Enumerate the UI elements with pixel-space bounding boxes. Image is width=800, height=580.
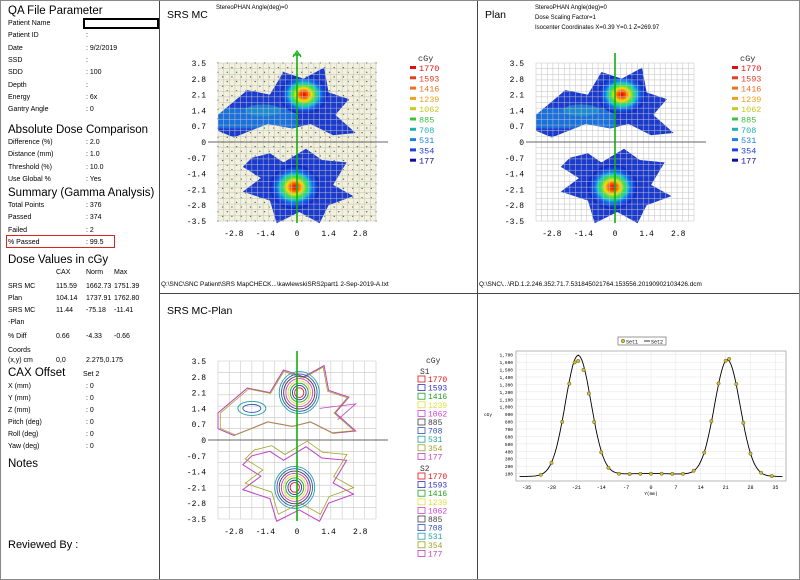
passed-highlight [6, 235, 115, 248]
dose-values-cell: 104.14 [56, 295, 78, 302]
dose-values-col-header: Norm [86, 269, 104, 276]
y-tick-label: 2.8 [509, 75, 524, 85]
plan-info-scaling: Dose Scaling Factor=1 [535, 15, 596, 21]
profile-y-tick: 700 [504, 428, 513, 433]
profile-y-tick: 1,600 [499, 361, 513, 367]
legend-value: 531 [741, 136, 757, 147]
profile-set1-point [710, 419, 713, 422]
legend-swatch [732, 148, 738, 151]
profile-x-tick: 0 [649, 485, 653, 491]
y-tick-label: 1.4 [191, 405, 206, 415]
legend-value: 1593 [428, 481, 448, 491]
qa-label: Date [8, 44, 23, 52]
profile-x-tick: -21 [571, 485, 581, 491]
profile-set1-point [592, 420, 595, 423]
summary-label: Failed [8, 226, 28, 234]
legend-swatch [418, 385, 425, 391]
notes-label: Notes [8, 458, 39, 470]
y-tick-label: 2.1 [191, 389, 206, 399]
x-tick-label: -1.4 [573, 230, 594, 239]
absdose-label: Use Global % [8, 175, 51, 183]
profile-set1-point [573, 361, 576, 364]
dose-profile-chart [478, 331, 798, 506]
qa-label: Patient ID [8, 32, 39, 40]
summary-value: : 374 [86, 214, 102, 222]
legend-value: 1416 [419, 84, 440, 95]
profile-set1-point [607, 466, 610, 469]
summary-value: : 2 [86, 226, 94, 234]
legend-swatch [410, 118, 416, 121]
cax-value: : 0 [86, 407, 94, 414]
legend-swatch [410, 148, 416, 151]
legend-unit: cGy [418, 54, 434, 64]
legend-swatch [418, 410, 425, 416]
qa-label: Energy [8, 93, 31, 101]
qa-value: : [86, 56, 88, 64]
legend-swatch [732, 118, 738, 121]
y-tick-label: -2.8 [186, 202, 206, 212]
legend-value: 1770 [428, 473, 448, 482]
x-tick-label: 0 [612, 230, 618, 239]
legend-swatch [418, 482, 425, 488]
y-tick-label: 0.7 [509, 123, 524, 133]
profile-y-tick: 800 [504, 420, 513, 426]
x-tick-label: -1.4 [255, 528, 276, 537]
legend-value: 708 [428, 427, 443, 437]
profile-set1-point [660, 472, 663, 475]
legend-swatch [410, 138, 416, 141]
legend-swatch [732, 87, 738, 90]
legend-value: 1593 [419, 74, 440, 85]
legend-value: 708 [741, 125, 757, 136]
dose-values-col-header: Max [114, 269, 128, 276]
profile-set1-point [692, 469, 695, 472]
legend-value: 354 [428, 444, 443, 454]
legend-value: 1239 [428, 498, 448, 508]
dose-values-cell: -Plan [8, 319, 25, 326]
profile-set1-point [681, 472, 684, 475]
y-tick-label: -2.1 [186, 484, 206, 494]
dose-values-cell: -75.18 [86, 307, 106, 314]
absdose-value: : 10.0 [86, 163, 104, 171]
profile-set1-point [770, 474, 773, 477]
legend-value: 1239 [741, 94, 762, 105]
y-tick-label: -2.1 [504, 186, 524, 196]
legend-value: 1416 [428, 393, 448, 403]
x-tick-label: 2.8 [670, 230, 686, 239]
legend-value: 885 [428, 516, 443, 525]
qa-value: : [86, 81, 88, 89]
legend-swatch [410, 107, 416, 110]
profile-y-tick: 1,500 [499, 368, 513, 374]
legend-value: 1770 [419, 64, 440, 74]
profile-set1-point [560, 420, 563, 423]
absdose-value: : 1.0 [86, 151, 100, 159]
profile-set1-point [628, 472, 631, 475]
profile-x-tick: -28 [547, 485, 557, 491]
y-tick-label: 1.4 [509, 107, 524, 117]
cax-label: Pitch (deg) [8, 419, 42, 426]
plan-info-angle: StereoPHAN Angle(deg)=0 [535, 5, 607, 11]
profile-x-tick: 7 [674, 485, 678, 491]
legend-value: 708 [419, 125, 435, 136]
legend-set-label: S1 [420, 368, 430, 377]
qa-value: : 9/2/2019 [86, 44, 118, 52]
legend-unit: cGy [740, 54, 756, 64]
dose-values-title: Dose Values in cGy [8, 254, 109, 266]
y-tick-label: -0.7 [186, 154, 206, 164]
legend-value: 531 [428, 533, 443, 543]
y-tick-label: -1.4 [186, 468, 206, 478]
profile-x-tick: 21 [722, 485, 729, 491]
profile-set1-point [727, 357, 730, 360]
x-tick-label: -2.8 [224, 230, 244, 239]
legend-swatch [732, 128, 738, 131]
cax-value: : 0 [86, 443, 94, 450]
cax-value: : 0 [86, 383, 94, 390]
x-tick-label: 0 [294, 230, 300, 239]
qa-label: Depth [8, 81, 27, 89]
legend-swatch [732, 76, 738, 79]
cax-title: CAX Offset [8, 367, 66, 379]
cax-label: Yaw (deg) [8, 443, 40, 450]
summary-value: : 99.5 [86, 238, 104, 246]
legend-value: 1062 [741, 105, 762, 116]
profile-set1-point [742, 421, 745, 424]
srs-mc-info: StereoPHAN Angle(deg)=0 [216, 5, 288, 11]
y-tick-label: 2.1 [191, 91, 206, 101]
absdose-label: Distance (mm) [8, 151, 54, 159]
summary-title: Summary (Gamma Analysis) [8, 187, 155, 199]
isodose-comparison-map [160, 319, 477, 574]
cax-value: : 0 [86, 431, 94, 438]
y-tick-label: -2.8 [186, 500, 206, 510]
dose-values-cell: Coords [8, 347, 31, 354]
profile-y-tick: 1,400 [499, 376, 513, 381]
reviewed-label: Reviewed By : [8, 539, 79, 551]
legend-value: 354 [419, 146, 435, 157]
profile-set1-point [724, 359, 727, 362]
legend-swatch [418, 499, 425, 505]
qa-value: : 6x [86, 93, 98, 101]
legend-value: 177 [428, 550, 443, 560]
legend-swatch [732, 97, 738, 100]
y-tick-label: -2.1 [186, 186, 206, 196]
absdose-value: : Yes [86, 175, 102, 183]
profile-set1-point [759, 471, 762, 474]
x-tick-label: -1.4 [255, 230, 276, 239]
dose-values-cell: (x,y) cm [8, 357, 33, 364]
legend-swatch [418, 428, 425, 434]
legend-swatch [410, 87, 416, 90]
y-tick-label: 0.7 [191, 421, 206, 431]
summary-label: Passed [8, 214, 32, 222]
profile-x-tick: -35 [522, 485, 532, 491]
x-tick-label: 1.4 [321, 230, 336, 239]
srs-mc-dose-map [160, 21, 477, 276]
cax-value: : 0 [86, 419, 94, 426]
patient-name-redaction [83, 18, 159, 29]
legend-value: 885 [428, 419, 443, 428]
legend-swatch [410, 66, 416, 69]
profile-set1-point [539, 473, 542, 476]
y-tick-label: -1.4 [504, 170, 524, 180]
row-divider [159, 293, 799, 294]
qa-value: : [86, 32, 88, 40]
y-tick-label: 0 [201, 139, 206, 148]
y-tick-label: -0.7 [504, 154, 524, 164]
x-tick-label: 2.8 [352, 230, 368, 239]
cax-label: X (mm) [8, 383, 31, 390]
absdose-title: Absolute Dose Comparison [8, 124, 148, 136]
y-tick-label: 0 [201, 437, 206, 446]
legend-value: 885 [419, 115, 435, 126]
legend-value: 1416 [428, 490, 448, 500]
y-tick-label: 1.4 [191, 107, 206, 117]
y-tick-label: -1.4 [186, 170, 206, 180]
profile-y-tick: 900 [504, 413, 513, 419]
legend-value: 1416 [741, 84, 762, 95]
legend-value: 1062 [419, 105, 440, 116]
profile-set1-point [600, 451, 603, 454]
dose-values-cell: 0,0 [56, 357, 66, 364]
x-tick-label: 0 [294, 528, 300, 537]
profile-set1-point [617, 472, 620, 475]
dose-values-cell: 11.44 [56, 307, 73, 314]
legend-swatch [732, 107, 738, 110]
profile-y-tick: 100 [504, 472, 513, 478]
legend-swatch [410, 159, 416, 162]
dose-values-cell: 1737.91 [86, 295, 112, 302]
dose-values-cell: 2.275,0.175 [86, 357, 123, 364]
profile-x-tick: 28 [747, 485, 754, 491]
cax-set: Set 2 [83, 371, 100, 378]
legend-value: 1770 [741, 64, 762, 74]
profile-set1-point [717, 382, 720, 385]
dose-values-cell: -0.66 [114, 333, 130, 340]
dose-values-cell: 1751.39 [114, 283, 140, 290]
cax-value: : 0 [86, 395, 94, 402]
legend-value: 531 [419, 136, 435, 147]
legend-value: 354 [741, 146, 757, 157]
summary-value: : 376 [86, 202, 102, 209]
profile-y-tick: 500 [504, 442, 513, 448]
plan-dose-map [478, 21, 798, 276]
profile-x-label: Y(mm) [644, 492, 658, 497]
legend-swatch [418, 419, 425, 425]
dose-values-cell: SRS MC [8, 283, 36, 290]
y-tick-label: 2.8 [191, 373, 206, 383]
profile-x-tick: -14 [596, 485, 606, 491]
dose-values-cell: -11.41 [114, 307, 134, 314]
y-tick-label: 0.7 [191, 123, 206, 133]
profile-x-tick: -7 [623, 485, 630, 491]
dose-values-cell: SRS MC [8, 307, 36, 314]
plan-info-isocenter: Isocenter Coordinates X=0.39 Y=0.1 Z=269.97 [535, 25, 660, 31]
y-tick-label: 3.5 [191, 60, 206, 69]
qa-title: QA File Parameter [8, 5, 103, 17]
profile-y-tick: 600 [504, 435, 513, 441]
profile-set1-point [550, 461, 553, 464]
legend-swatch [418, 393, 425, 399]
legend-set-label: S2 [420, 465, 430, 474]
profile-set1-point [703, 451, 706, 454]
dose-values-cell: 115.59 [56, 283, 77, 290]
profile-set1-point [639, 472, 642, 475]
legend-value: 1062 [428, 507, 448, 517]
legend-value: 885 [741, 115, 757, 126]
legend-value: 177 [741, 156, 757, 167]
profile-set1-point [587, 392, 590, 395]
legend-unit: cGy [426, 357, 441, 366]
plan-title: Plan [485, 9, 507, 21]
profile-set1-point [671, 472, 674, 475]
legend-swatch [418, 436, 425, 442]
y-tick-label: 0 [519, 139, 524, 148]
dose-values-cell: 1662.73 [86, 283, 112, 290]
profile-y-tick: 1,000 [499, 405, 513, 411]
cax-label: Y (mm) [8, 395, 31, 402]
profile-y-tick: 1,300 [499, 383, 513, 389]
x-tick-label: 1.4 [321, 528, 336, 537]
profile-set1-point [749, 452, 752, 455]
legend-value: 708 [428, 524, 443, 534]
profile-y-tick: 1,700 [499, 353, 513, 359]
cax-label: Z (mm) [8, 407, 31, 414]
dose-values-cell: 0.66 [56, 333, 70, 340]
legend-swatch [418, 516, 425, 522]
legend-set1-label: Set1 [626, 339, 639, 346]
x-tick-label: -2.8 [542, 230, 562, 239]
profile-x-tick: 14 [697, 485, 704, 491]
legend-set2-label: Set2 [651, 339, 664, 346]
x-tick-label: 2.8 [352, 528, 368, 537]
absdose-value: : 2.0 [86, 139, 100, 146]
legend-swatch [418, 445, 425, 451]
legend-swatch [410, 97, 416, 100]
legend-swatch [732, 138, 738, 141]
profile-set1-point [576, 359, 579, 362]
profile-set1-point [649, 472, 652, 475]
legend-value: 1239 [419, 94, 440, 105]
legend-marker-set1 [621, 339, 625, 343]
absdose-label: Difference (%) [8, 139, 53, 146]
legend-swatch [418, 453, 425, 459]
summary-label: Total Points [8, 202, 45, 209]
srs-mc-file-path: Q:\SNC\SNC Patient\SRS MapCHECK...\kawlewskiSRS2part1 2-Sep-2019-A.txt [161, 281, 389, 288]
legend-swatch [410, 128, 416, 131]
srs-mc-title: SRS MC [167, 9, 208, 21]
profile-set1-point [582, 368, 585, 371]
legend-swatch [418, 525, 425, 531]
dose-values-cell: -4.33 [86, 333, 102, 340]
qa-value: : 0 [86, 106, 94, 114]
plan-file-path: Q:\SNC\...\RD.1.2.246.352.71.7.531845021764.153556.20190902103426.dcm [479, 281, 702, 288]
dose-values-cell: 1762.80 [114, 295, 140, 302]
legend-value: 1239 [428, 401, 448, 411]
dose-values-cell: Plan [8, 295, 23, 302]
y-tick-label: -3.5 [186, 516, 206, 525]
qa-value: : 100 [86, 69, 102, 77]
legend-swatch [732, 66, 738, 69]
legend-value: 1770 [428, 376, 448, 385]
summary-label: % Passed [8, 238, 40, 246]
profile-y-tick: 1,200 [499, 390, 513, 396]
difference-title: SRS MC-Plan [167, 305, 233, 317]
profile-y-tick: 300 [504, 457, 513, 463]
x-tick-label: 1.4 [639, 230, 654, 239]
legend-swatch [418, 542, 425, 548]
legend-swatch [732, 159, 738, 162]
qa-label: Patient Name [8, 20, 51, 27]
y-tick-label: -2.8 [504, 202, 524, 212]
qa-label: SDD [8, 69, 23, 77]
legend-swatch [418, 490, 425, 496]
qa-label: Gantry Angle [8, 106, 49, 114]
profile-y-label: cGy [483, 413, 493, 418]
dose-values-cell: % Diff [8, 333, 27, 340]
y-tick-label: 2.8 [191, 75, 206, 85]
y-tick-label: -3.5 [186, 218, 206, 227]
cax-label: Roll (deg) [8, 431, 39, 438]
parameters-panel [5, 1, 159, 579]
legend-value: 1062 [428, 410, 448, 420]
legend-swatch [418, 402, 425, 408]
absdose-label: Threshold (%) [8, 163, 52, 171]
y-tick-label: 3.5 [509, 60, 524, 69]
legend-value: 531 [428, 436, 443, 446]
legend-swatch [410, 76, 416, 79]
y-tick-label: 3.5 [191, 358, 206, 367]
legend-value: 354 [428, 541, 443, 551]
profile-y-tick: 1,100 [499, 398, 513, 404]
qa-label: SSD [8, 56, 23, 64]
legend-swatch [418, 550, 425, 556]
profile-x-tick: 35 [772, 485, 779, 491]
dose-values-col-header: CAX [56, 269, 71, 276]
y-tick-label: -0.7 [186, 452, 206, 462]
x-tick-label: -2.8 [224, 528, 244, 537]
legend-value: 1593 [428, 384, 448, 394]
y-tick-label: -3.5 [504, 218, 524, 227]
profile-y-tick: 400 [504, 450, 513, 456]
legend-value: 177 [419, 156, 435, 167]
legend-swatch [418, 507, 425, 513]
profile-set1-point [568, 382, 571, 385]
legend-value: 1593 [741, 74, 762, 85]
legend-swatch [418, 533, 425, 539]
y-tick-label: 2.1 [509, 91, 524, 101]
profile-y-tick: 200 [504, 465, 513, 471]
profile-set1-point [735, 382, 738, 385]
legend-value: 177 [428, 453, 443, 463]
